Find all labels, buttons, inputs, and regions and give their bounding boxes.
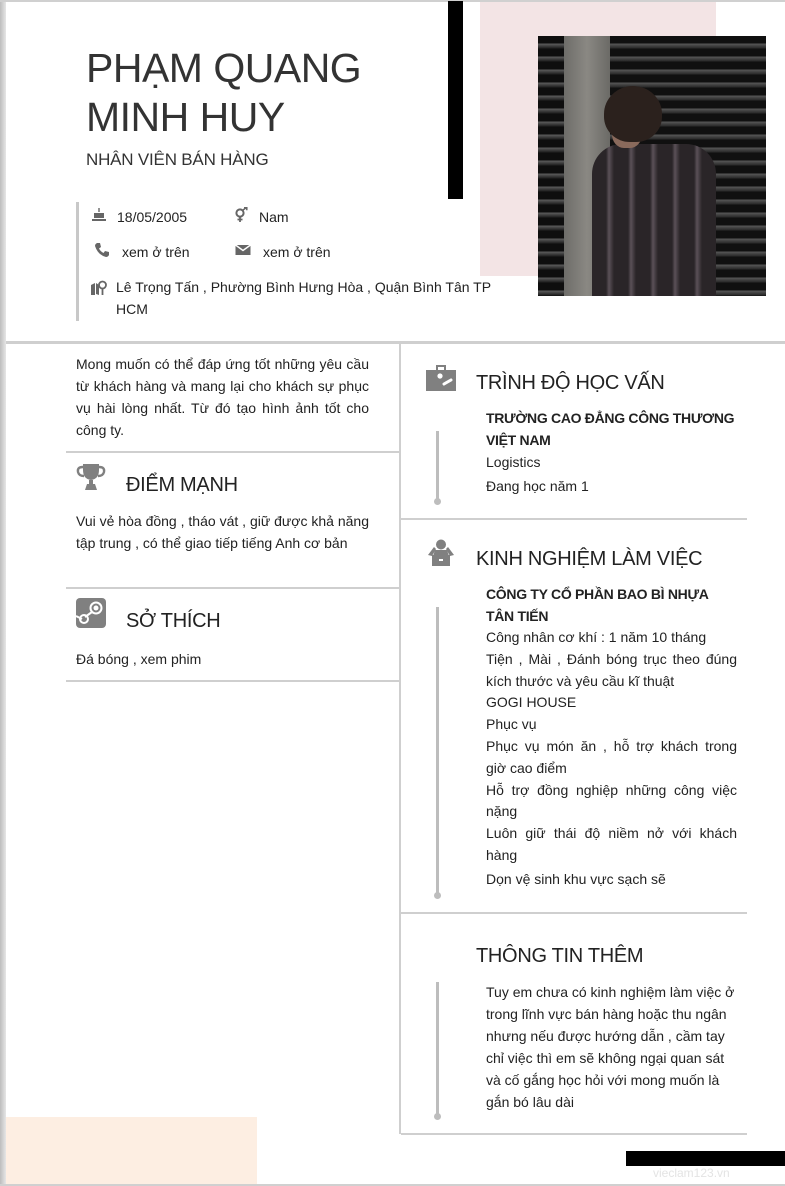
contact-info: [76, 202, 496, 321]
birthday-row: 18/05/2005: [90, 206, 187, 228]
page-left-shadow: [0, 0, 6, 1186]
study-status: Đang học năm 1: [486, 478, 589, 494]
gender-icon: [232, 206, 250, 224]
strengths-text: Vui vẻ hòa đồng , tháo vát , giữ được khả năng tập trung , có thể giao tiếp tiếng Anh cơ bản: [76, 513, 369, 551]
experience-line: Phục vụ: [486, 716, 537, 733]
header-divider: [6, 341, 785, 344]
phone-icon: [93, 241, 111, 259]
black-decor-bar: [448, 1, 463, 199]
address-row: Lê Trọng Tấn , Phường Bình Hưng Hòa , Quận Bình Tân TP HCM: [90, 276, 495, 320]
job-title: NHÂN VIÊN BÁN HÀNG: [86, 150, 269, 169]
trophy-icon: [76, 462, 108, 494]
experience-line: Dọn vệ sinh khu vực sạch sẽ: [486, 870, 666, 887]
email-row: xem ở trên: [234, 241, 331, 263]
profile-photo: [538, 36, 766, 296]
experience-line: Luôn giữ thái độ niềm nở với khách hàng: [486, 825, 737, 863]
birthday-cake-icon: [90, 206, 108, 224]
experience-line: GOGI HOUSE: [486, 694, 577, 711]
experience-line: Hỗ trợ đồng nghiệp những công việc nặng: [486, 781, 737, 820]
phone-row: xem ở trên: [93, 241, 190, 263]
divider: [66, 680, 399, 682]
section-title-strengths: ĐIỂM MẠNH: [126, 474, 238, 496]
candidate-name: [86, 44, 361, 142]
person-laptop-icon: [425, 539, 457, 571]
divider: [66, 587, 399, 589]
additional-info-text: Tuy em chưa có kinh nghiệm làm việc ở trong lĩnh vực bán hàng hoặc thu ngân nhưng nếu được hướng dẫn , cầm tay chỉ việc thì em sẽ không ngại quan sát và cố gắng học hỏi với mong muốn là gắn bó lâu dài: [486, 984, 735, 1110]
experience-line: Phục vụ món ăn , hỗ trợ khách trong giờ cao điểm: [486, 737, 737, 776]
company-name: CÔNG TY CỔ PHẦN BAO BÌ NHỰA TÂN TIẾN: [486, 586, 709, 624]
divider: [401, 518, 747, 520]
experience-entry: [486, 583, 737, 891]
gender-row: Nam: [232, 206, 289, 228]
name-line-2: MINH HUY: [86, 94, 285, 140]
experience-line: Công nhân cơ khí : 1 năm 10 tháng: [486, 629, 707, 645]
experience-timeline: [436, 607, 439, 895]
divider: [401, 912, 747, 914]
additional-timeline: [436, 982, 439, 1116]
peach-decor-block: [6, 1117, 257, 1184]
section-title-education: TRÌNH ĐỘ HỌC VẤN: [476, 372, 665, 394]
briefcase-icon: [426, 364, 458, 396]
school-name: TRƯỜNG CAO ĐẲNG CÔNG THƯƠNG VIỆT NAM: [486, 410, 735, 448]
steam-icon: [76, 598, 108, 630]
map-marker-icon: [90, 279, 107, 297]
section-title-experience: KINH NGHIỆM LÀM VIỆC: [476, 548, 703, 570]
career-objective: Mong muốn có thể đáp ứng tốt những yêu cầu từ khách hàng và mang lại cho khách sự phục vụ hài lòng nhất. Từ đó tạo hình ảnh tốt cho công ty.: [76, 356, 369, 438]
section-title-additional-info: THÔNG TIN THÊM: [476, 945, 644, 967]
education-timeline: [436, 431, 439, 501]
envelope-icon: [234, 241, 252, 259]
divider: [401, 1133, 747, 1135]
hobbies-text: Đá bóng , xem phim: [76, 651, 202, 667]
watermark: vieclam123.vn: [653, 1166, 730, 1180]
major: Logistics: [486, 454, 541, 470]
divider: [66, 451, 399, 453]
education-entry: [486, 407, 737, 497]
section-title-hobbies: SỞ THÍCH: [126, 610, 221, 632]
column-divider: [399, 344, 401, 1134]
black-bottom-bar: [626, 1151, 785, 1166]
experience-line: Tiện , Mài , Đánh bóng trục theo đúng kích thước và yêu cầu kĩ thuật: [486, 650, 737, 689]
name-line-1: PHẠM QUANG: [86, 45, 362, 91]
